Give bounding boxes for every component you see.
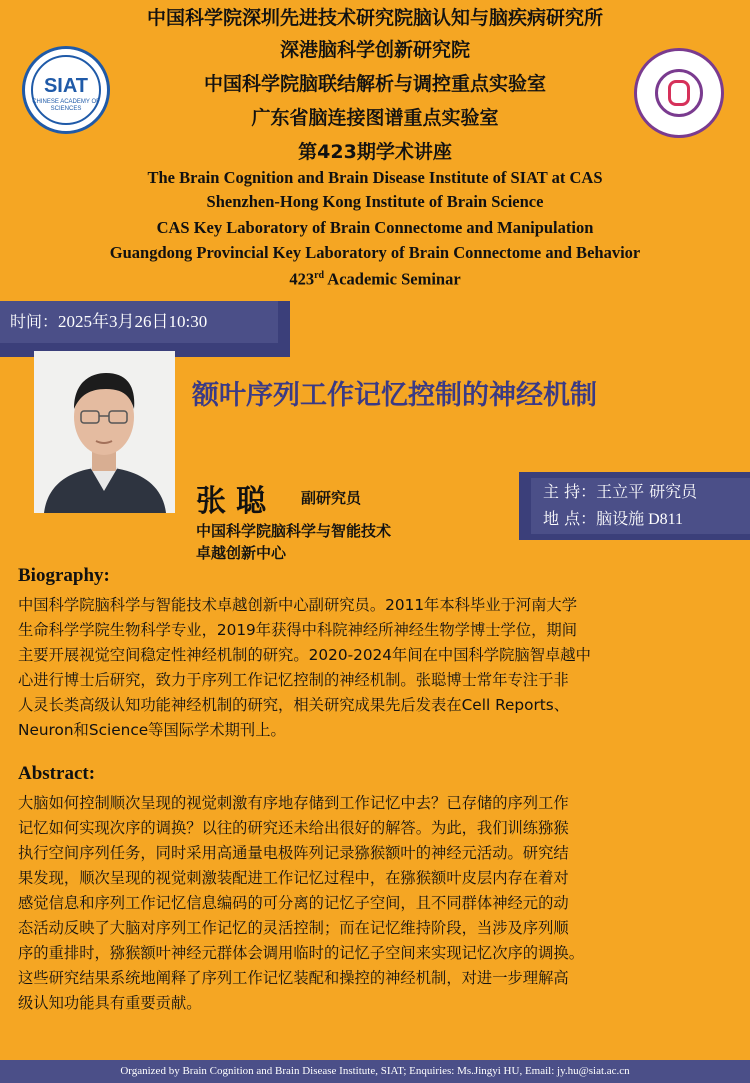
place-label: 地 点： xyxy=(543,509,597,528)
biography-line: 主要开展视觉空间稳定性神经机制的研究。2020-2024年间在中国科学院脑智卓越中 xyxy=(18,646,591,664)
time-label: 时间： xyxy=(10,312,59,331)
speaker-affiliation-line-1: 中国科学院脑科学与智能技术 xyxy=(196,522,392,540)
abstract-text xyxy=(18,791,736,1016)
header-en-line-1: The Brain Cognition and Brain Disease Institute of SIAT at CAS xyxy=(147,168,603,187)
speaker-title: 副研究员 xyxy=(301,489,362,507)
header-cn-line-3: 中国科学院脑联结解析与调控重点实验室 xyxy=(203,73,546,95)
siat-logo xyxy=(22,46,110,134)
host-place-box xyxy=(531,478,750,534)
biography-line: 中国科学院脑科学与智能技术卓越创新中心副研究员。2011年本科毕业于河南大学 xyxy=(18,596,578,614)
biography-line: 生命科学学院生物科学专业，2019年获得中科院神经所神经生物学博士学位，期间 xyxy=(18,621,578,639)
biography-text xyxy=(18,593,736,743)
abstract-line: 感觉信息和序列工作记忆信息编码的可分离的记忆子空间，且不同群体神经元的动 xyxy=(18,894,569,912)
abstract-line: 序的重排时，猕猴额叶神经元群体会调用临时的记忆子空间来实现记忆次序的调换。 xyxy=(18,944,584,962)
footer: Organized by Brain Cognition and Brain Disease Institute, SIAT; Enquiries: Ms.Jingyi HU, Email: jy.hu@siat.ac.cn xyxy=(0,1060,750,1083)
talk-title: 额叶序列工作记忆控制的神经机制 xyxy=(192,380,597,411)
biography-line: Neuron和Science等国际学术期刊上。 xyxy=(18,721,286,739)
header-en-line-4: Guangdong Provincial Key Laboratory of Brain Connectome and Behavior xyxy=(109,243,641,262)
header-cn-line-2: 深港脑科学创新研究院 xyxy=(279,39,470,61)
abstract-line: 态活动反映了大脑对序列工作记忆的灵活控制；而在记忆维持阶段，当涉及序列顺 xyxy=(18,919,569,937)
biography-line: 人灵长类高级认知功能神经机制的研究，相关研究成果先后发表在Cell Reports、 xyxy=(18,696,570,714)
abstract-line: 记忆如何实现次序的调换？以往的研究还未给出很好的解答。为此，我们训练猕猴 xyxy=(18,819,569,837)
host-label: 主 持： xyxy=(543,482,597,501)
header-en-line-3: CAS Key Laboratory of Brain Connectome and Manipulation xyxy=(156,218,594,237)
header-en-line-2: Shenzhen-Hong Kong Institute of Brain Science xyxy=(206,192,544,211)
speaker-photo xyxy=(34,351,175,513)
siat-logo-subtext: CHINESE ACADEMY OF SCIENCES xyxy=(32,99,100,112)
abstract-heading: Abstract: xyxy=(18,763,96,784)
place-value: 脑设施 D811 xyxy=(596,511,684,528)
speaker-name: 张聪 xyxy=(196,484,276,519)
biography-heading: Biography: xyxy=(18,565,110,586)
abstract-line: 这些研究结果系统地阐释了序列工作记忆装配和操控的神经机制，对进一步理解高 xyxy=(18,969,569,987)
header-cn-line-1: 中国科学院深圳先进技术研究院脑认知与脑疾病研究所 xyxy=(146,7,603,29)
abstract-line: 执行空间序列任务，同时采用高通量电极阵列记录猕猴额叶的神经元活动。研究结 xyxy=(18,844,569,862)
abstract-line: 大脑如何控制顺次呈现的视觉刺激有序地存储到工作记忆中去？已存储的序列工作 xyxy=(18,794,569,812)
abstract-line: 果发现，顺次呈现的视觉刺激装配进工作记忆过程中，在猕猴额叶皮层内存在着对 xyxy=(18,869,569,887)
biography-line: 心进行博士后研究，致力于序列工作记忆控制的神经机制。张聪博士常年专注于非 xyxy=(18,671,569,689)
siat-logo-text: SIAT xyxy=(43,75,89,97)
header-cn-line-4: 广东省脑连接图谱重点实验室 xyxy=(251,107,499,129)
header-cn-line-5: 第423期学术讲座 xyxy=(298,141,452,163)
speaker-affiliation-line-2: 卓越创新中心 xyxy=(196,544,287,562)
abstract-line: 级认知功能具有重要贡献。 xyxy=(18,994,202,1012)
place-row xyxy=(543,505,750,533)
host-row xyxy=(543,478,750,505)
time-bar xyxy=(0,301,278,343)
speaker-affiliation xyxy=(196,520,391,564)
time-value: 2025年3月26日10:30 xyxy=(58,312,208,331)
header-en-seminar: 423rd Academic Seminar xyxy=(289,269,461,289)
host-value: 王立平 研究员 xyxy=(596,482,698,501)
shenzhen-hongkong-institute-logo xyxy=(634,48,724,138)
